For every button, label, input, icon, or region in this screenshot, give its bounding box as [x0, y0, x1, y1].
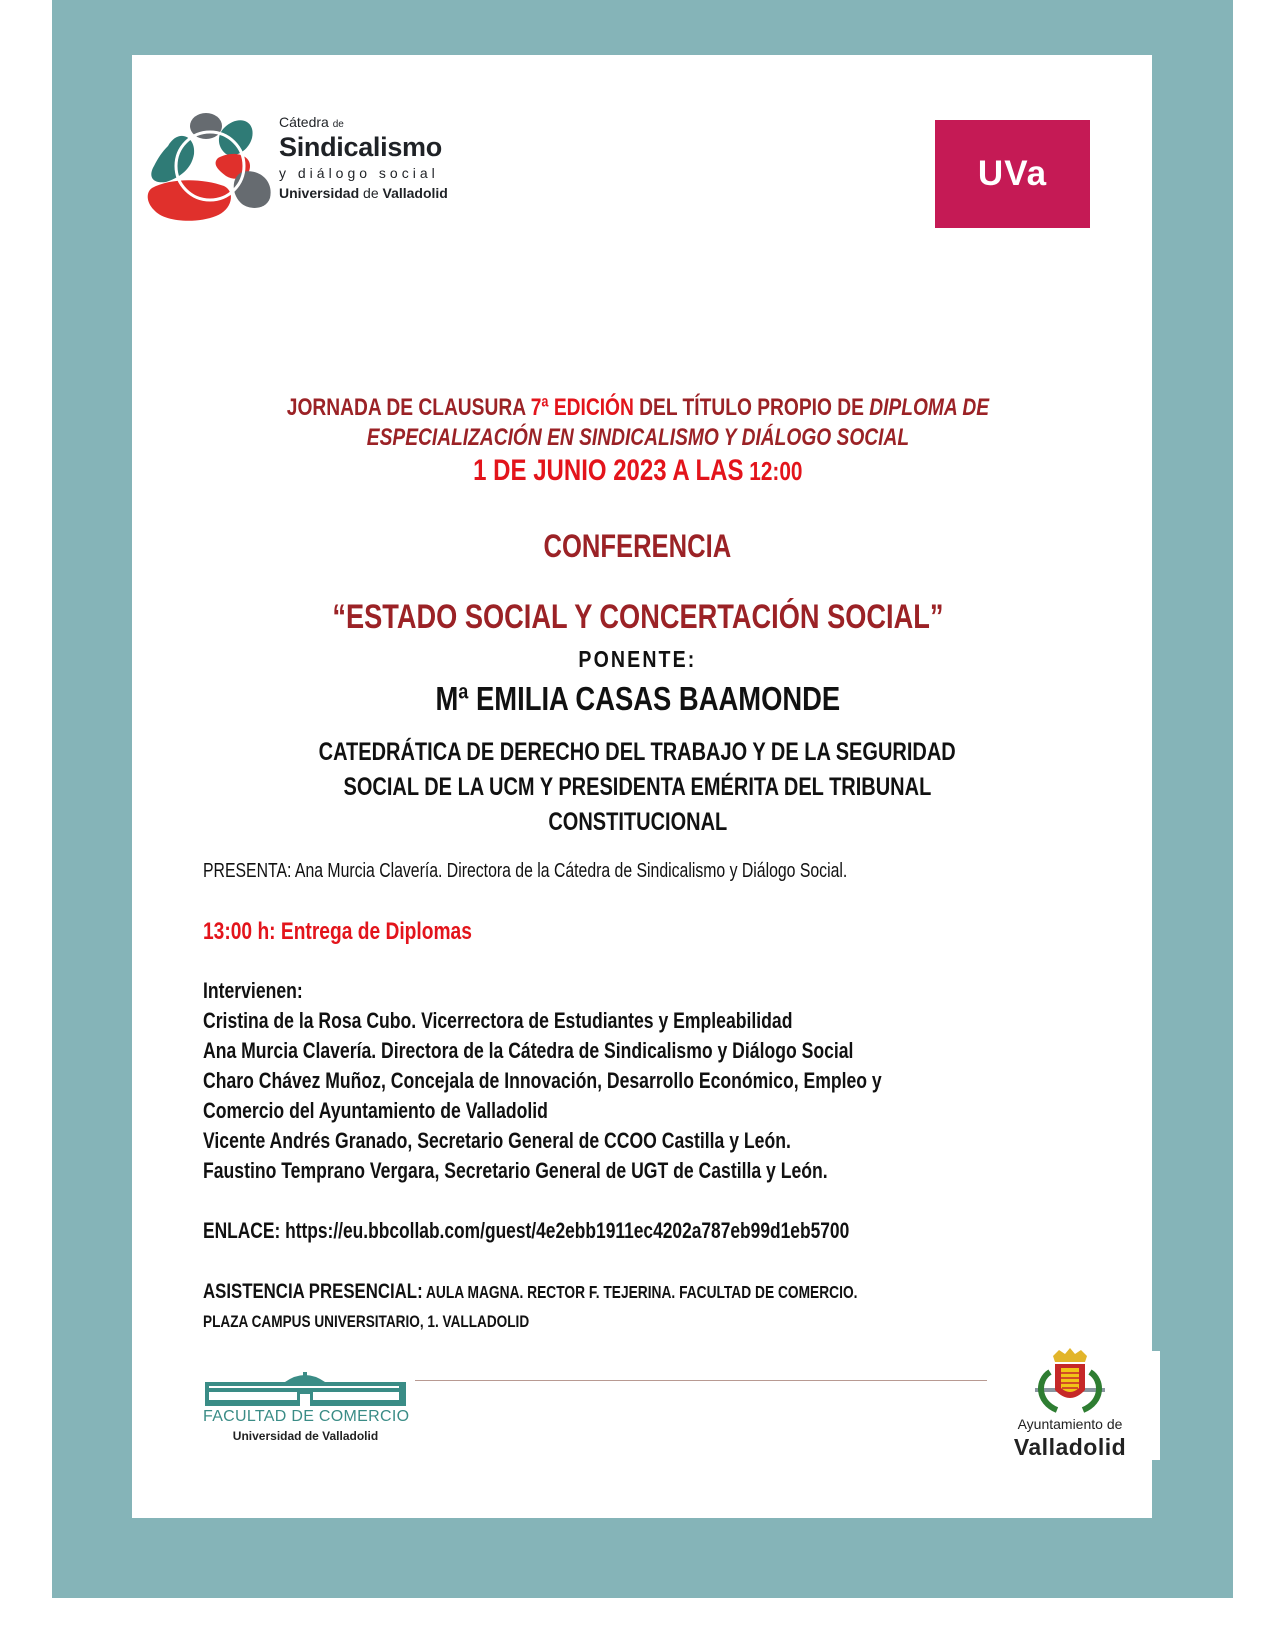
speaker-item	[203, 1008, 940, 1033]
catedra-sindicalismo: Sindicalismo	[279, 132, 442, 162]
diplomas-heading	[203, 918, 539, 946]
catedra-uni-de: de	[363, 185, 379, 201]
conference-title-text: “ESTADO SOCIAL Y CONCERTACIÓN SOCIAL”	[331, 598, 944, 636]
presenter-text: PRESENTA: Ana Murcia Clavería. Directora de la Cátedra de Sindicalismo y Diálogo Social.	[203, 860, 848, 882]
speaker-item-text: Cristina de la Rosa Cubo. Vicerrectora de Estudiantes y Empleabilidad	[203, 1008, 793, 1033]
speakers-label	[203, 978, 328, 1003]
event-date	[0, 454, 1275, 489]
date-time: 12:00	[743, 456, 803, 486]
catedra-emblem-icon	[146, 106, 276, 224]
speaker-name	[0, 680, 1275, 718]
catedra-de: de	[332, 119, 344, 130]
coat-of-arms-icon	[995, 1346, 1145, 1414]
ayuntamiento-line2: Valladolid	[1013, 1434, 1127, 1460]
facultad-name: FACULTAD DE COMERCIO	[203, 1408, 410, 1425]
event-title-line2	[0, 424, 1275, 452]
catedra-word: Cátedra	[279, 114, 329, 130]
speaker-item	[203, 1128, 938, 1153]
speakers-label-text: Intervienen:	[203, 978, 303, 1003]
catedra-logo	[146, 104, 476, 228]
conference-title	[0, 598, 1275, 637]
ayuntamiento-logo	[995, 1346, 1155, 1462]
title-italic: DIPLOMA DE	[868, 394, 989, 421]
speaker-role-text-1: CATEDRÁTICA DE DERECHO DEL TRABAJO Y DE LA SEGURIDAD	[318, 738, 957, 766]
ayuntamiento-line1: Ayuntamiento de	[1017, 1416, 1123, 1432]
meeting-link[interactable]: https://eu.bbcollab.com/guest/4e2ebb1911ec4202a787eb99d1eb5700	[285, 1218, 850, 1243]
venue-address-1: AULA MAGNA. RECTOR F. TEJERINA. FACULTAD DE COMERCIO.	[422, 1282, 858, 1302]
catedra-universidad: Universidad	[279, 185, 360, 201]
catedra-dialogo: y diálogo social	[279, 165, 439, 181]
speaker-role-line2	[0, 773, 1275, 802]
link-label: ENLACE:	[203, 1218, 286, 1243]
venue-line2	[203, 1312, 611, 1332]
title-line2: ESPECIALIZACIÓN EN SINDICALISMO Y DIÁLOGO SOCIAL	[366, 424, 909, 451]
title-part2: DEL TÍTULO PROPIO DE	[633, 394, 869, 421]
speaker-item-text: Charo Chávez Muñoz, Concejala de Innovación, Desarrollo Económico, Empleo y	[203, 1068, 882, 1093]
speaker-role-line3	[0, 808, 1275, 837]
speaker-item-text: Comercio del Ayuntamiento de Valladolid	[203, 1098, 548, 1123]
title-part1: JORNADA DE CLAUSURA	[286, 394, 531, 421]
link-line	[203, 1218, 1021, 1243]
diplomas-heading-text: 13:00 h: Entrega de Diplomas	[203, 918, 472, 945]
footer-divider	[415, 1380, 987, 1381]
speaker-item	[203, 1098, 634, 1123]
speaker-label-text: PONENTE:	[578, 646, 697, 672]
speaker-item-text: Ana Murcia Clavería. Directora de la Cátedra de Sindicalismo y Diálogo Social	[203, 1038, 854, 1063]
speaker-name-text: Mª EMILIA CASAS BAAMONDE	[435, 680, 840, 717]
presenter	[203, 860, 1019, 883]
uva-logo	[935, 120, 1090, 228]
date-main: 1 DE JUNIO 2023 A LAS	[472, 454, 744, 487]
building-icon	[203, 1372, 408, 1406]
catedra-valladolid: Valladolid	[382, 185, 448, 201]
speaker-label	[0, 646, 1275, 672]
speaker-item	[203, 1038, 1016, 1063]
facultad-university: Universidad de Valladolid	[232, 1429, 379, 1443]
venue-label: ASISTENCIA PRESENCIAL:	[203, 1280, 423, 1303]
speaker-item-text: Vicente Andrés Granado, Secretario General de CCOO Castilla y León.	[203, 1128, 791, 1153]
conference-label-text: CONFERENCIA	[543, 528, 732, 564]
speaker-role-text-3: CONSTITUCIONAL	[548, 808, 727, 836]
speaker-item-text: Faustino Temprano Vergara, Secretario General de UGT de Castilla y León.	[203, 1158, 828, 1183]
speaker-role-line1	[0, 738, 1275, 767]
uva-logo-text: UVa	[977, 154, 1048, 193]
conference-label	[0, 528, 1275, 565]
speaker-item	[203, 1158, 984, 1183]
speaker-role-text-2: SOCIAL DE LA UCM Y PRESIDENTA EMÉRITA DEL TRIBUNAL	[343, 773, 932, 801]
venue-address-2: PLAZA CAMPUS UNIVERSITARIO, 1. VALLADOLID	[203, 1312, 530, 1331]
event-title-line1	[0, 394, 1275, 422]
venue-line1	[203, 1280, 1021, 1304]
speaker-item	[203, 1068, 1051, 1093]
title-edition: 7ª EDICIÓN	[530, 394, 634, 421]
facultad-logo	[203, 1372, 408, 1452]
